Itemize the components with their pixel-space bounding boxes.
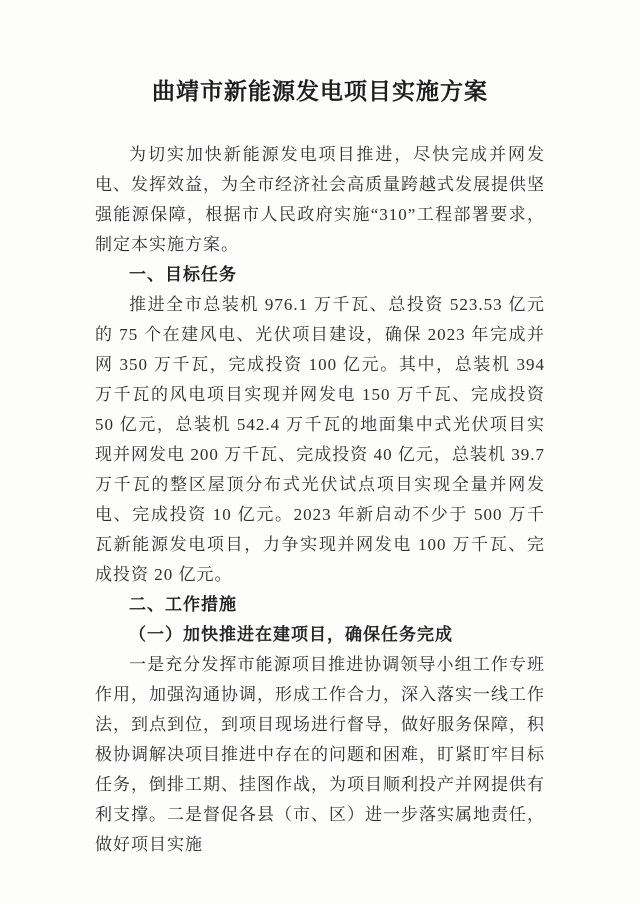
document-title: 曲靖市新能源发电项目实施方案 bbox=[152, 79, 488, 104]
section-heading-goals: 一、目标任务 bbox=[129, 265, 237, 284]
document-body bbox=[0, 140, 640, 860]
paragraph-measures-detail: 一是充分发挥市能源项目推进协调领导小组工作专班作用，加强沟通协调，形成工作合力，深入落实一线工作法，到点到位，到项目现场进行督导，做好服务保障，积极协调解决项目推进中存在的问题和困难，盯紧盯牢目标任务，倒排工期、挂图作战，为项目顺利投产并网提供有利支撑。二是督促各县（市、区）进一步落实属地责任，做好项目实施 bbox=[95, 655, 545, 854]
section-heading-measures: 二、工作措施 bbox=[129, 595, 237, 614]
paragraph-goal-targets: 推进全市总装机 976.1 万千瓦、总投资 523.53 亿元的 75 个在建风电、光伏项目建设，确保 2023 年完成并网 350 万千瓦，完成投资 100 亿元。其中，总装机 394 万千瓦的风电项目实现并网发电 150 万千瓦、完成投资 50 亿元，总装机 542.4 万千瓦的地面集中式光伏项目实现并网发电 200 万千瓦、完成投资 40 亿元，总装机 39.7 万千瓦的整区屋顶分布式光伏试点项目实现全量并网发电、完成投资 10 亿元。2023 年新启动不少于 500 万千瓦新能源发电项目，力争实现并网发电 100 万千瓦、完成投资 20 亿元。 bbox=[95, 295, 545, 584]
paragraph-intro: 为切实加快新能源发电项目推进，尽快完成并网发电、发挥效益，为全市经济社会高质量跨越式发展提供坚强能源保障，根据市人民政府实施“310”工程部署要求，制定本实施方案。 bbox=[95, 145, 545, 254]
subsection-heading-accelerate-projects: （一）加快推进在建项目，确保任务完成 bbox=[129, 625, 453, 644]
